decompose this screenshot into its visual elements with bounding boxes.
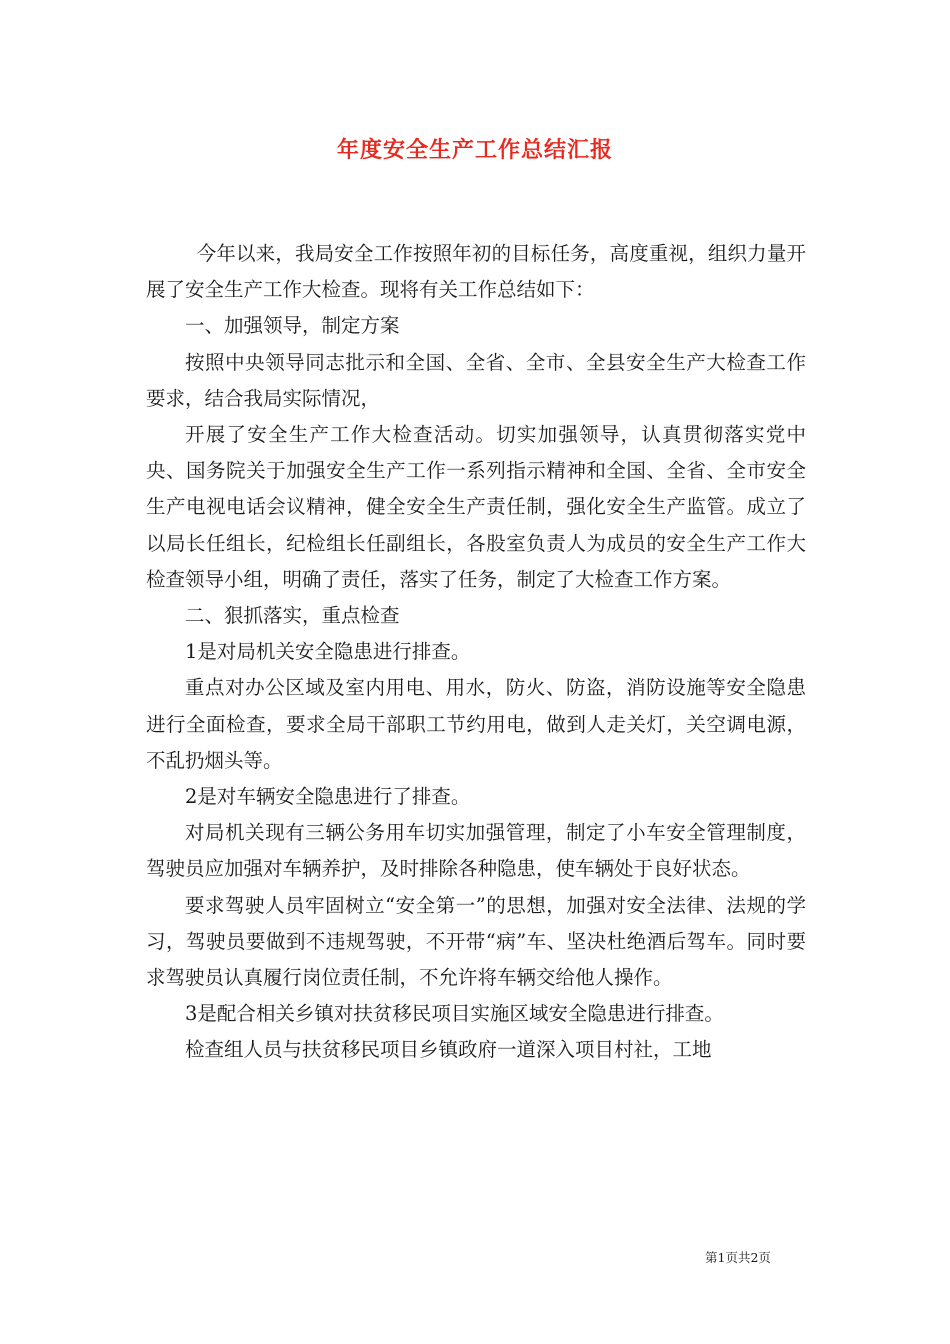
- list-item-heading: 2是对车辆安全隐患进行了排查。: [185, 785, 471, 809]
- paragraph: 按照中央领导同志批示和全国、全省、全市、全县安全生产大检查工作要求，结合我局实际情况，: [146, 350, 806, 410]
- document-title: 年度安全生产工作总结汇报: [336, 137, 613, 163]
- paragraph: 开展了安全生产工作大检查活动。切实加强领导，认真贯彻落实党中央、国务院关于加强安全生产工作一系列指示精神和全国、全省、全市安全生产电视电话会议精神，健全安全生产责任制，强化安全生产监管。成立了以局长任组长，纪检组长任副组长，各股室负责人为成员的安全生产工作大检查领导小组，明确了责任，落实了任务，制定了大检查工作方案。: [146, 423, 806, 591]
- section-heading-2: 二、狠抓落实，重点检查: [185, 604, 400, 628]
- paragraph: 检查组人员与扶贫移民项目乡镇政府一道深入项目村社，工地: [185, 1038, 712, 1062]
- paragraph: 重点对办公区域及室内用电、用水，防火、防盗，消防设施等安全隐患进行全面检查，要求全局干部职工节约用电，做到人走关灯，关空调电源，不乱扔烟头等。: [146, 676, 806, 772]
- paragraph-intro: 今年以来，我局安全工作按照年初的目标任务，高度重视，组织力量开展了安全生产工作大检查。现将有关工作总结如下：: [146, 242, 806, 302]
- document-body: [146, 236, 806, 1069]
- page-number: 第1页共2页: [705, 1250, 771, 1265]
- list-item-heading: 1是对局机关安全隐患进行排查。: [185, 640, 471, 664]
- section-heading-1: 一、加强领导，制定方案: [185, 314, 400, 338]
- paragraph: 要求驾驶人员牢固树立“安全第一”的思想，加强对安全法律、法规的学习，驾驶员要做到不违规驾驶，不开带“病”车、坚决杜绝酒后驾车。同时要求驾驶员认真履行岗位责任制，不允许将车辆交给他人操作。: [146, 893, 806, 990]
- paragraph: 对局机关现有三辆公务用车切实加强管理，制定了小车安全管理制度，驾驶员应加强对车辆养护，及时排除各种隐患，使车辆处于良好状态。: [146, 821, 806, 881]
- list-item-heading: 3是配合相关乡镇对扶贫移民项目实施区域安全隐患进行排查。: [185, 1002, 724, 1026]
